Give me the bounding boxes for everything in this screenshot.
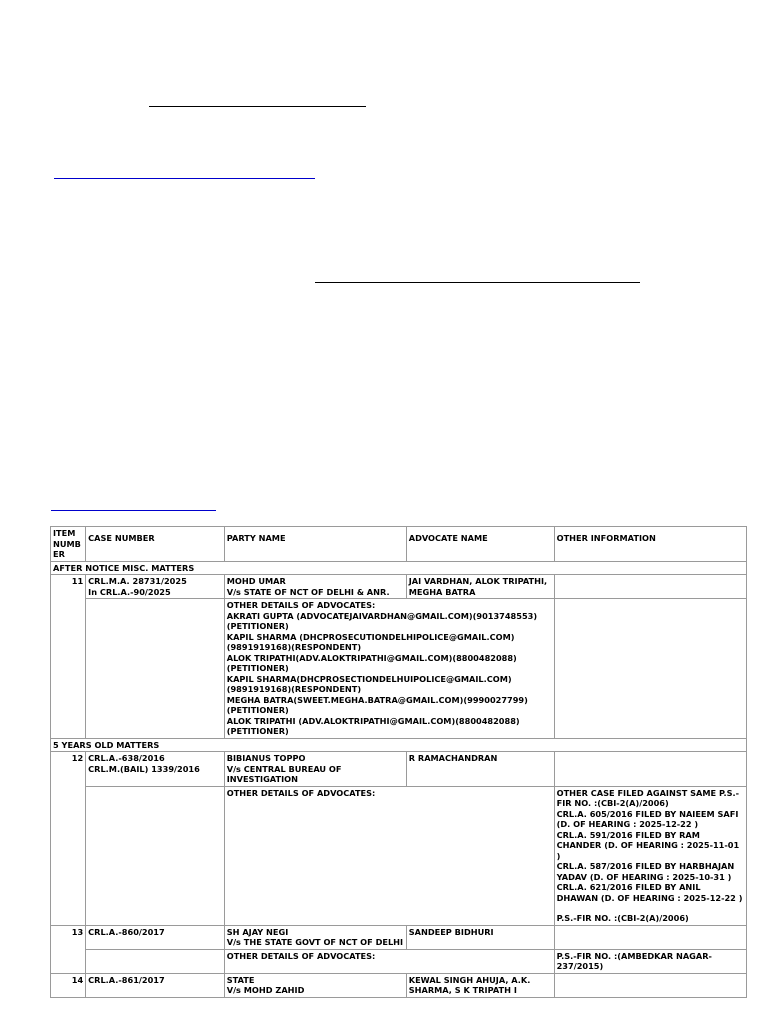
advocate-details bbox=[224, 949, 554, 973]
section-row bbox=[51, 738, 747, 752]
party-name-line: MOHD UMAR bbox=[226, 576, 286, 586]
advocate-detail-line: KAPIL SHARMA (DHCPROSECUTIONDELHIPOLICE@GMAIL.COM)(9891919168)(RESPONDENT) bbox=[226, 631, 515, 652]
cause-list-table bbox=[50, 526, 747, 998]
header-case-number: CASE NUMBER bbox=[86, 527, 225, 562]
other-information bbox=[554, 752, 746, 787]
advocate-detail-line: AKRATI GUPTA (ADVOCATEJAIVARDHAN@GMAIL.COM)(9013748553)(PETITIONER) bbox=[226, 610, 538, 631]
blank-line bbox=[557, 903, 744, 913]
case-row bbox=[51, 752, 747, 787]
party-name bbox=[224, 575, 406, 599]
link-underline-1[interactable] bbox=[54, 178, 315, 179]
header-row bbox=[51, 527, 747, 562]
case-number bbox=[86, 925, 225, 949]
party-name bbox=[224, 973, 406, 997]
details-other-information bbox=[554, 599, 746, 739]
header-party-name: PARTY NAME bbox=[224, 527, 406, 562]
advocate-name: R RAMACHANDRAN bbox=[406, 752, 554, 787]
details-other-information bbox=[554, 786, 746, 925]
case-number-line: CRL.A.-861/2017 bbox=[88, 974, 165, 985]
party-name-line: V/s CENTRAL BUREAU OF INVESTIGATION bbox=[226, 763, 342, 784]
party-name-line: STATE bbox=[226, 974, 255, 985]
case-number-line: CRL.A.-638/2016 bbox=[88, 753, 165, 763]
other-information-line: P.S.-FIR NO. :(AMBEDKAR NAGAR-237/2015) bbox=[556, 950, 712, 971]
other-information bbox=[554, 925, 746, 949]
details-spacer bbox=[86, 599, 225, 739]
case-number bbox=[86, 752, 225, 787]
other-information-line: CRL.A. 605/2016 FILED BY NAIEEM SAFI (D. OF HEARING : 2025-12-22 ) bbox=[556, 808, 739, 829]
item-number: 14 bbox=[51, 973, 86, 997]
details-spacer bbox=[86, 786, 225, 925]
section-title: AFTER NOTICE MISC. MATTERS bbox=[51, 561, 747, 575]
header-item-number: ITEM NUMBER bbox=[51, 527, 86, 562]
advocate-details bbox=[224, 599, 554, 739]
cause-list-body bbox=[51, 527, 747, 998]
advocate-detail-line: KAPIL SHARMA(DHCPROSECTIONDELHUIPOLICE@GMAIL.COM)(9891919168)(RESPONDENT) bbox=[226, 673, 512, 694]
section-row bbox=[51, 561, 747, 575]
case-number-line: CRL.A.-860/2017 bbox=[88, 926, 165, 937]
advocate-name: JAI VARDHAN, ALOK TRIPATHI, MEGHA BATRA bbox=[406, 575, 554, 599]
advocate-detail-line: ALOK TRIPATHI(ADV.ALOKTRIPATHI@GMAIL.COM)(8800482088)(PETITIONER) bbox=[226, 652, 517, 673]
advocate-detail-line: OTHER DETAILS OF ADVOCATES: bbox=[226, 950, 376, 961]
party-name-line: V/s MOHD ZAHID bbox=[226, 985, 305, 995]
advocate-detail-line: OTHER DETAILS OF ADVOCATES: bbox=[226, 600, 376, 610]
case-row bbox=[51, 973, 747, 997]
other-information-line: CRL.A. 621/2016 FILED BY ANIL DHAWAN (D. OF HEARING : 2025-12-22 ) bbox=[556, 882, 743, 903]
other-information-line: CRL.A. 591/2016 FILED BY RAM CHANDER (D. OF HEARING : 2025-11-01 ) bbox=[556, 829, 740, 861]
item-number: 12 bbox=[51, 752, 86, 926]
party-name-line: V/s STATE OF NCT OF DELHI & ANR. bbox=[226, 586, 390, 597]
header-advocate-name: ADVOCATE NAME bbox=[406, 527, 554, 562]
case-number-line: CRL.M.(BAIL) 1339/2016 bbox=[88, 763, 200, 774]
advocate-detail-line: OTHER DETAILS OF ADVOCATES: bbox=[226, 787, 376, 798]
case-row bbox=[51, 575, 747, 599]
party-name-line: BIBIANUS TOPPO bbox=[226, 753, 306, 763]
advocate-name: SANDEEP BIDHURI bbox=[406, 925, 554, 949]
item-number: 11 bbox=[51, 575, 86, 739]
details-other-information bbox=[554, 949, 746, 973]
other-information bbox=[554, 575, 746, 599]
case-row bbox=[51, 925, 747, 949]
party-name-line: SH AJAY NEGI bbox=[226, 926, 289, 937]
advocate-name: KEWAL SINGH AHUJA, A.K. SHARMA, S K TRIPATH I bbox=[406, 973, 554, 997]
item-number: 13 bbox=[51, 925, 86, 973]
heading-rule-1 bbox=[149, 106, 366, 107]
party-name bbox=[224, 925, 406, 949]
other-information-line: P.S.-FIR NO. :(CBI-2(A)/2006) bbox=[556, 913, 689, 923]
other-information-line: OTHER CASE FILED AGAINST SAME P.S.-FIR NO. :(CBI-2(A)/2006) bbox=[556, 787, 739, 808]
details-row bbox=[51, 949, 747, 973]
link-underline-2[interactable] bbox=[51, 510, 216, 511]
header-other-information: OTHER INFORMATION bbox=[554, 527, 746, 562]
party-name-line: V/s THE STATE GOVT OF NCT OF DELHI bbox=[226, 937, 404, 947]
section-title: 5 YEARS OLD MATTERS bbox=[51, 738, 747, 752]
case-number bbox=[86, 575, 225, 599]
advocate-detail-line: ALOK TRIPATHI (ADV.ALOKTRIPATHI@GMAIL.COM)(8800482088)(PETITIONER) bbox=[226, 715, 520, 736]
other-information-line: CRL.A. 587/2016 FILED BY HARBHAJAN YADAV (D. OF HEARING : 2025-10-31 ) bbox=[556, 861, 735, 882]
other-information bbox=[554, 973, 746, 997]
case-number-line: In CRL.A.-90/2025 bbox=[88, 586, 171, 597]
details-row bbox=[51, 786, 747, 925]
details-spacer bbox=[86, 949, 225, 973]
advocate-detail-line: MEGHA BATRA(SWEET.MEGHA.BATRA@GMAIL.COM)(9990027799)(PETITIONER) bbox=[226, 694, 528, 715]
heading-rule-2 bbox=[315, 282, 640, 283]
details-row bbox=[51, 599, 747, 739]
party-name bbox=[224, 752, 406, 787]
advocate-details bbox=[224, 786, 554, 925]
case-number-line: CRL.M.A. 28731/2025 bbox=[88, 576, 187, 586]
case-number bbox=[86, 973, 225, 997]
